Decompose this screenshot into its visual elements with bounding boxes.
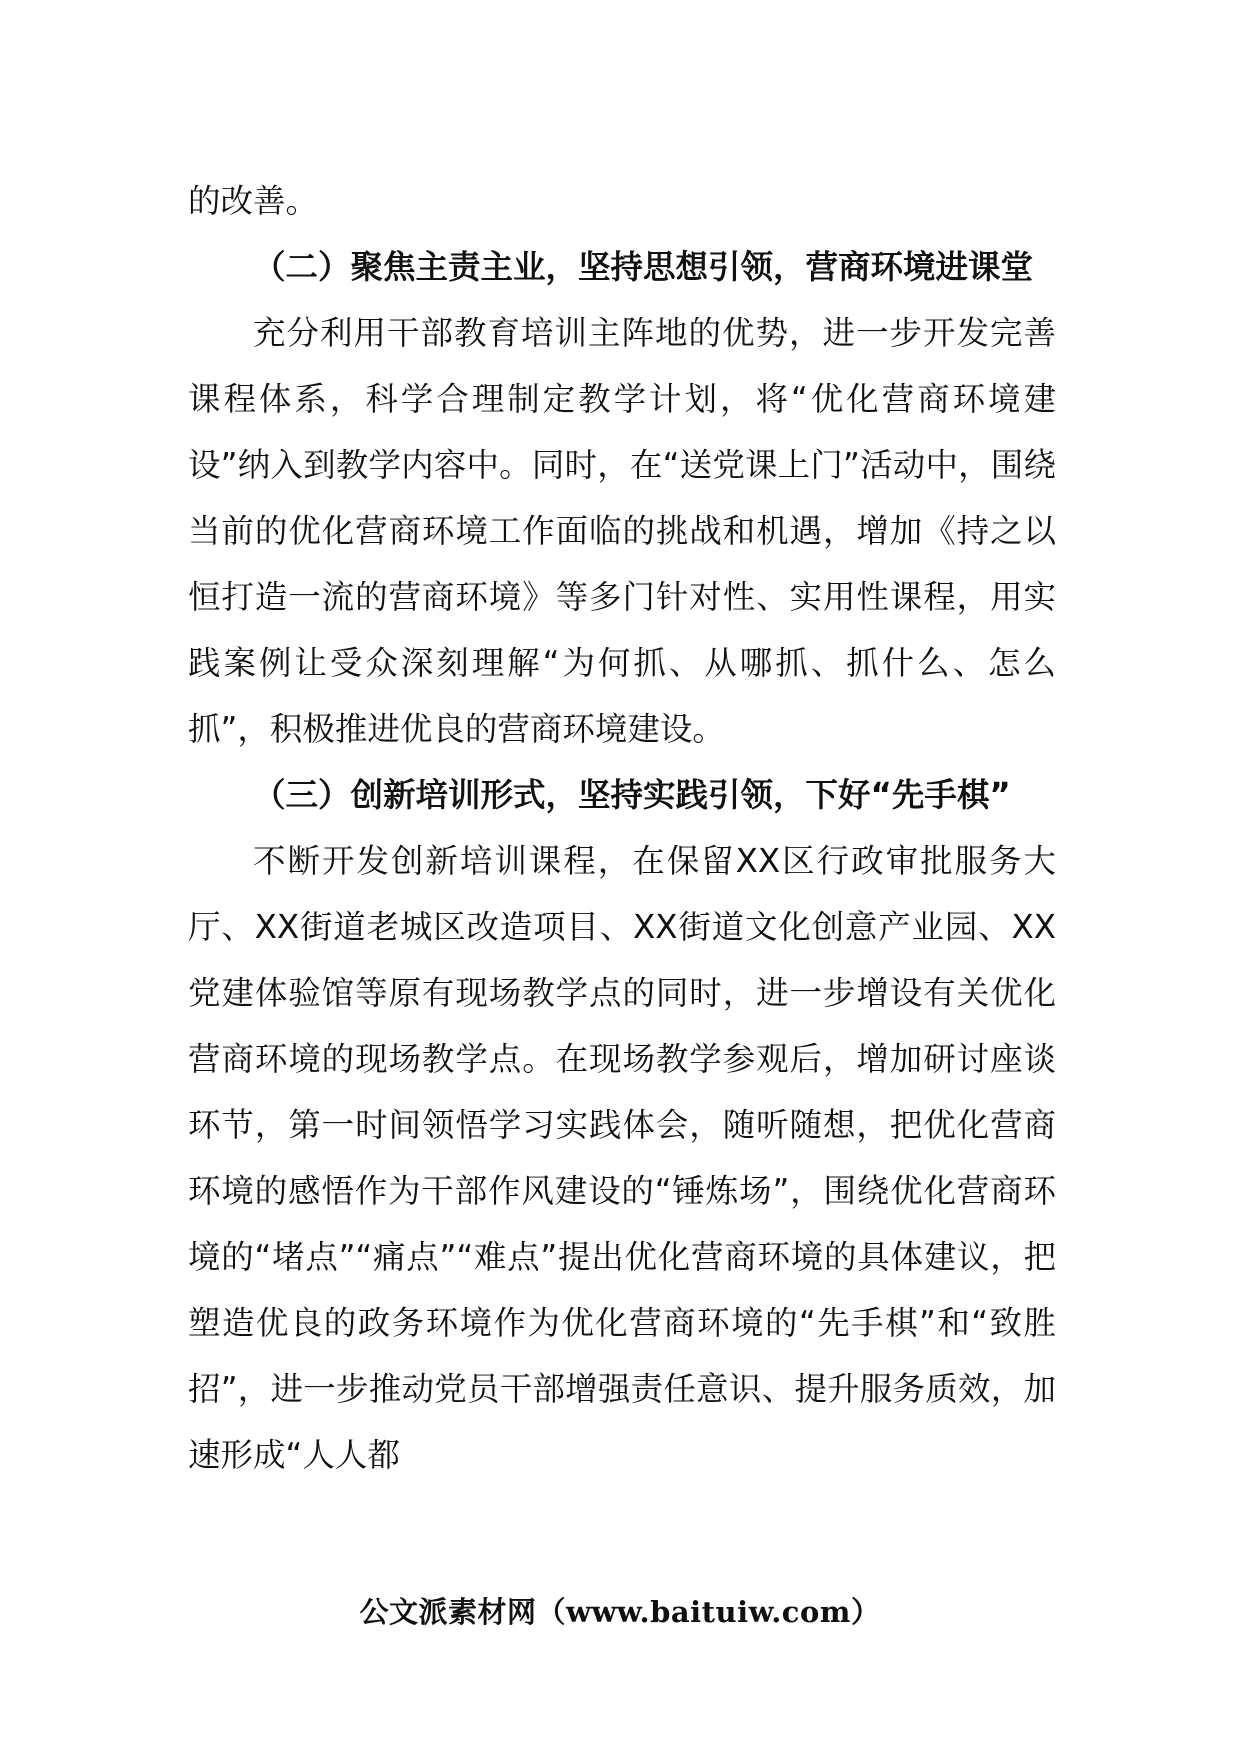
section-heading-2: （二）聚焦主责主业，坚持思想引领，营商环境进课堂 <box>253 248 1034 286</box>
body-paragraph: 充分利用干部教育培训主阵地的优势，进一步开发完善课程体系，科学合理制定教学计划，将“优化营商环境建设”纳入到教学内容中。同时，在“送党课上门”活动中，围绕当前的优化营商环境工作面临的挑战和机遇，增加《持之以恒打造一流的营商环境》等多门针对性、实用性课程，用实践案例让受众深刻理解“为何抓、从哪抓、抓什么、怎么抓”，积极推进优良的营商环境建设。 <box>188 314 1056 748</box>
body-paragraph: 不断开发创新培训课程，在保留XX区行政审批服务大厅、XX街道老城区改造项目、XX街道文化创意产业园、XX党建体验馆等原有现场教学点的同时，进一步增设有关优化营商环境的现场教学点。在现场教学参观后，增加研讨座谈环节，第一时间领悟学习实践体会，随听随想，把优化营商环境的感悟作为干部作风建设的“锤炼场”，围绕优化营商环境的“堵点”“痛点”“难点”提出优化营商环境的具体建议，把塑造优良的政务环境作为优化营商环境的“先手棋”和“致胜招”，进一步推动党员干部增强责任意识、提升服务质效，加速形成“人人都 <box>188 842 1056 1474</box>
section-heading-3: （三）创新培训形式，坚持实践引领，下好“先手棋” <box>253 776 1011 814</box>
footer-watermark: 公文派素材网（www.baituiw.com） <box>359 1595 881 1629</box>
document-body <box>188 168 1056 1488</box>
paragraph-continuation: 的改善。 <box>188 182 319 220</box>
